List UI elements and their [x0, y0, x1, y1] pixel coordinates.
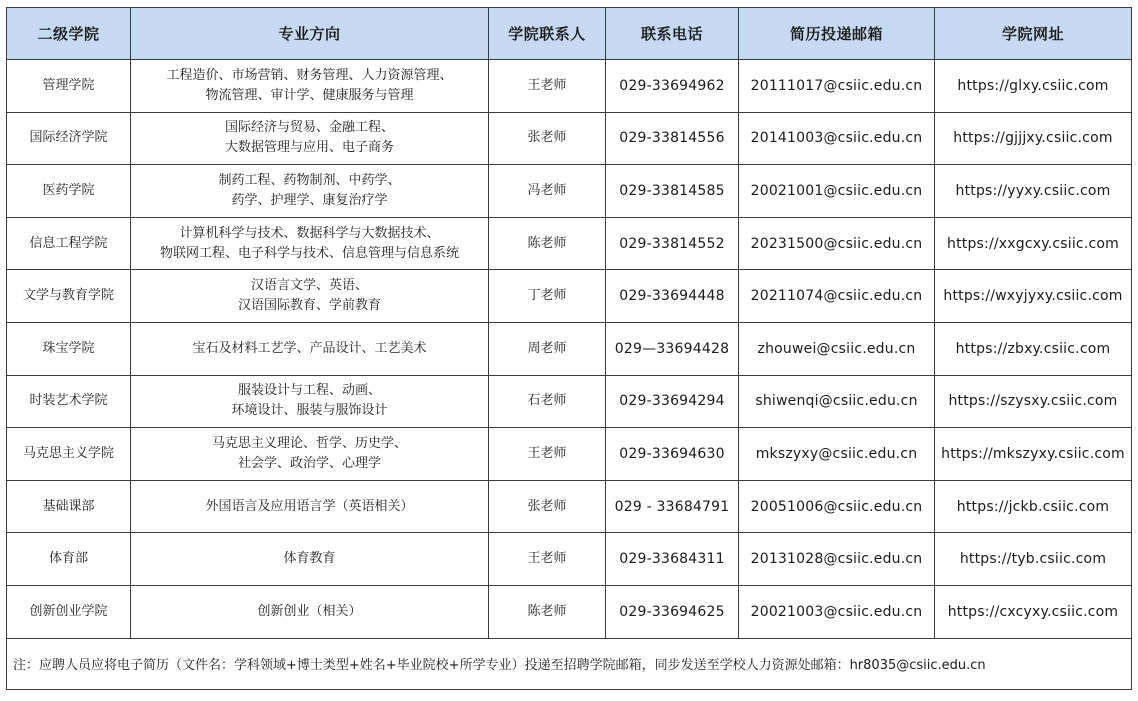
major-direction [131, 165, 489, 218]
college-url: https://jckb.csiic.com [935, 480, 1132, 533]
note-row [7, 638, 1132, 689]
major-line: 体育教育 [283, 551, 336, 567]
table-note: 注：应聘人员应将电子简历（文件名：学科领域+博士类型+姓名+毕业院校+所学专业）投递至招聘学院邮箱，同步发送至学校人力资源处邮箱：hr8035@csiic.edu.cn [7, 638, 1132, 689]
major-direction [131, 375, 489, 428]
table-row [7, 480, 1132, 533]
contact-person: 冯老师 [489, 165, 606, 218]
college-url: https://wxyjyxy.csiic.com [935, 270, 1132, 323]
major-line: 大数据管理与应用、电子商务 [224, 140, 394, 156]
college-url: https://xxgcxy.csiic.com [935, 217, 1132, 270]
contact-phone: 029 - 33684791 [606, 480, 739, 533]
resume-email: shiwenqi@csiic.edu.cn [739, 375, 935, 428]
college-name: 文学与教育学院 [7, 270, 131, 323]
major-direction [131, 480, 489, 533]
header-email: 简历投递邮箱 [739, 8, 935, 60]
header-phone: 联系电话 [606, 8, 739, 60]
table-row [7, 533, 1132, 586]
college-url: https://glxy.csiic.com [935, 60, 1132, 113]
resume-email: zhouwei@csiic.edu.cn [739, 322, 935, 375]
contact-person: 丁老师 [489, 270, 606, 323]
header-url: 学院网址 [935, 8, 1132, 60]
major-direction [131, 270, 489, 323]
contact-phone: 029-33694448 [606, 270, 739, 323]
college-url: https://mkszyxy.csiic.com [935, 428, 1132, 481]
recruitment-table-container [6, 7, 1131, 690]
college-name: 体育部 [7, 533, 131, 586]
college-name: 信息工程学院 [7, 217, 131, 270]
table-row [7, 585, 1132, 638]
major-direction [131, 428, 489, 481]
major-line: 国际经济与贸易、金融工程、 [224, 120, 394, 136]
major-line: 制药工程、药物制剂、中药学、 [218, 172, 401, 188]
resume-email: 20231500@csiic.edu.cn [739, 217, 935, 270]
major-direction [131, 322, 489, 375]
contact-person: 王老师 [489, 60, 606, 113]
major-line: 外国语言及应用语言学（英语相关） [205, 498, 414, 514]
table-row [7, 60, 1132, 113]
table-row [7, 428, 1132, 481]
major-line: 工程造价、市场营销、财务管理、人力资源管理、 [166, 67, 453, 83]
contact-person: 张老师 [489, 480, 606, 533]
major-line: 物流管理、审计学、健康服务与管理 [205, 87, 414, 103]
resume-email: 20021001@csiic.edu.cn [739, 165, 935, 218]
major-line: 计算机科学与技术、数据科学与大数据技术、 [179, 225, 440, 241]
header-contact: 学院联系人 [489, 8, 606, 60]
major-direction [131, 533, 489, 586]
contact-phone: 029-33694294 [606, 375, 739, 428]
major-direction [131, 60, 489, 113]
college-name: 马克思主义学院 [7, 428, 131, 481]
major-line: 社会学、政治学、心理学 [237, 455, 381, 471]
recruitment-table [6, 7, 1132, 690]
table-row [7, 217, 1132, 270]
college-name: 创新创业学院 [7, 585, 131, 638]
contact-person: 陈老师 [489, 217, 606, 270]
major-direction [131, 112, 489, 165]
college-name: 医药学院 [7, 165, 131, 218]
resume-email: 20111017@csiic.edu.cn [739, 60, 935, 113]
resume-email: 20131028@csiic.edu.cn [739, 533, 935, 586]
college-url: https://zbxy.csiic.com [935, 322, 1132, 375]
contact-person: 周老师 [489, 322, 606, 375]
college-url: https://gjjjxy.csiic.com [935, 112, 1132, 165]
major-direction [131, 217, 489, 270]
table-header-row [7, 8, 1132, 60]
header-major: 专业方向 [131, 8, 489, 60]
college-name: 时装艺术学院 [7, 375, 131, 428]
contact-phone: 029-33694962 [606, 60, 739, 113]
table-row [7, 270, 1132, 323]
table-row [7, 165, 1132, 218]
contact-person: 石老师 [489, 375, 606, 428]
table-row [7, 375, 1132, 428]
major-line: 马克思主义理论、哲学、历史学、 [211, 435, 407, 451]
major-direction [131, 585, 489, 638]
resume-email: 20021003@csiic.edu.cn [739, 585, 935, 638]
table-body [7, 60, 1132, 639]
table-row [7, 322, 1132, 375]
major-line: 环境设计、服装与服饰设计 [231, 403, 388, 419]
major-line: 汉语言文学、英语、 [250, 278, 368, 294]
major-line: 创新创业（相关） [257, 603, 362, 619]
college-url: https://cxcyxy.csiic.com [935, 585, 1132, 638]
contact-phone: 029-33684311 [606, 533, 739, 586]
college-url: https://szysxy.csiic.com [935, 375, 1132, 428]
major-line: 药学、护理学、康复治疗学 [231, 192, 388, 208]
table-row [7, 112, 1132, 165]
major-line: 宝石及材料工艺学、产品设计、工艺美术 [192, 340, 427, 356]
college-url: https://tyb.csiic.com [935, 533, 1132, 586]
contact-phone: 029-33814556 [606, 112, 739, 165]
contact-phone: 029-33694630 [606, 428, 739, 481]
resume-email: 20141003@csiic.edu.cn [739, 112, 935, 165]
contact-phone: 029—33694428 [606, 322, 739, 375]
major-line: 服装设计与工程、动画、 [237, 383, 381, 399]
college-name: 国际经济学院 [7, 112, 131, 165]
major-line: 物联网工程、电子科学与技术、信息管理与信息系统 [159, 245, 459, 261]
resume-email: mkszyxy@csiic.edu.cn [739, 428, 935, 481]
contact-person: 陈老师 [489, 585, 606, 638]
header-college: 二级学院 [7, 8, 131, 60]
college-name: 管理学院 [7, 60, 131, 113]
resume-email: 20211074@csiic.edu.cn [739, 270, 935, 323]
contact-person: 张老师 [489, 112, 606, 165]
contact-phone: 029-33814552 [606, 217, 739, 270]
college-name: 珠宝学院 [7, 322, 131, 375]
contact-person: 王老师 [489, 533, 606, 586]
contact-phone: 029-33694625 [606, 585, 739, 638]
contact-phone: 029-33814585 [606, 165, 739, 218]
major-line: 汉语国际教育、学前教育 [237, 298, 381, 314]
contact-person: 王老师 [489, 428, 606, 481]
college-url: https://yyxy.csiic.com [935, 165, 1132, 218]
resume-email: 20051006@csiic.edu.cn [739, 480, 935, 533]
college-name: 基础课部 [7, 480, 131, 533]
